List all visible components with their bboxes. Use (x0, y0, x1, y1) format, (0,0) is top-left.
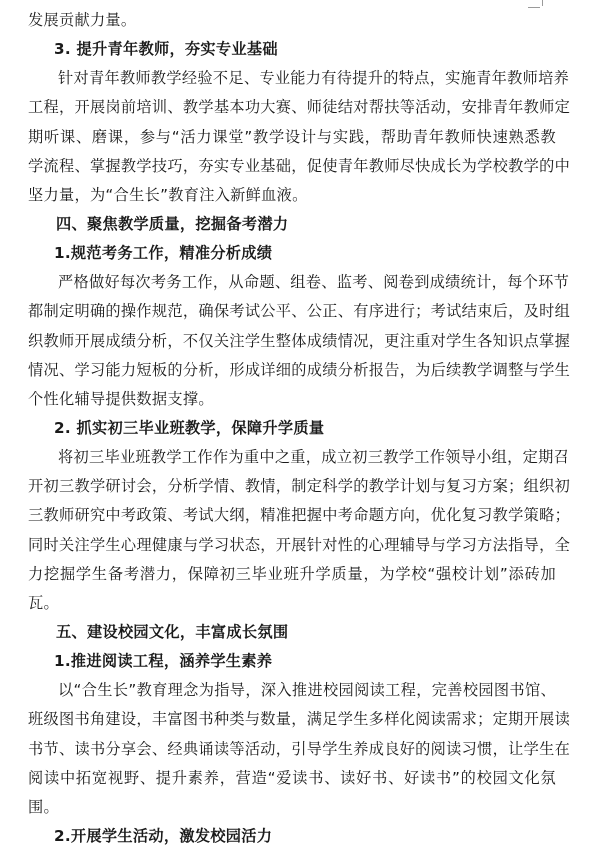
subsection-heading: 1.推进阅读工程，涵养学生素养 (54, 652, 273, 671)
paragraph-line: 三教师研究中考政策、考试大纲，精准把握中考命题方向，优化复习教学策略； (28, 506, 571, 525)
paragraph-line: 学流程、掌握教学技巧，夯实专业基础，促使青年教师尽快成长为学校教学的中 (28, 156, 571, 175)
paragraph-line: 书节、读书分享会、经典诵读等活动，引导学生养成良好的阅读习惯，让学生在 (28, 739, 571, 758)
subsection-heading: 3. 提升青年教师，夯实专业基础 (54, 40, 278, 59)
paragraph-last-line: 瓦。 (28, 593, 59, 612)
paragraph-last-line: 围。 (28, 797, 59, 816)
paragraph-first-line: 以“合生长”教育理念为指导，深入推进校园阅读工程，完善校园图书馆、 (58, 681, 556, 700)
paragraph-line: 班级图书角建设，丰富图书种类与数量，满足学生多样化阅读需求；定期开展读 (28, 710, 571, 729)
section-heading: 四、聚焦教学质量，挖掘备考潜力 (56, 214, 289, 233)
paragraph-line: 情况、学习能力短板的分析，形成详细的成绩分析报告，为后续教学调整与学生 (28, 360, 571, 379)
document-body (28, 6, 571, 851)
paragraph-last-line: 发展贡献力量。 (28, 11, 137, 29)
paragraph-line: 阅读中拓宽视野、提升素养，营造“爱读书、读好书、好读书”的校园文化氛 (28, 768, 556, 787)
paragraph-line: 工程，开展岗前培训、教学基本功大赛、师徒结对帮扶等活动，安排青年教师定 (28, 98, 571, 117)
paragraph-first-line: 针对青年教师教学经验不足、专业能力有待提升的特点，实施青年教师培养 (58, 69, 570, 88)
subsection-heading: 2.开展学生活动，激发校园活力 (54, 826, 273, 845)
paragraph-line: 期听课、磨课，参与“活力课堂”教学设计与实践，帮助青年教师快速熟悉教 (28, 127, 556, 146)
subsection-heading: 1.规范考务工作，精准分析成绩 (54, 244, 273, 263)
section-heading: 五、建设校园文化，丰富成长氛围 (56, 622, 289, 641)
paragraph-line: 都制定明确的操作规范，确保考试公平、公正、有序进行；考试结束后，及时组 (28, 302, 571, 321)
paragraph-last-line: 个性化辅导提供数据支撑。 (28, 389, 214, 408)
paragraph-first-line: 严格做好每次考务工作，从命题、组卷、监考、阅卷到成绩统计，每个环节 (58, 273, 570, 292)
paragraph-last-line: 坚力量，为“合生长”教育注入新鲜血液。 (28, 185, 308, 204)
paragraph-line: 同时关注学生心理健康与学习状态，开展针对性的心理辅导与学习方法指导，全 (28, 535, 571, 554)
paragraph-line: 织教师开展成绩分析，不仅关注学生整体成绩情况，更注重对学生各知识点掌握 (28, 331, 571, 350)
paragraph-first-line: 将初三毕业班教学工作作为重中之重，成立初三教学工作领导小组，定期召 (58, 448, 570, 467)
paragraph-line: 力挖掘学生备考潜力，保障初三毕业班升学质量，为学校“强校计划”添砖加 (28, 564, 556, 583)
subsection-heading: 2. 抓实初三毕业班教学，保障升学质量 (54, 418, 325, 437)
paragraph-line: 开初三教学研讨会，分析学情、教情，制定科学的教学计划与复习方案；组织初 (28, 477, 571, 496)
